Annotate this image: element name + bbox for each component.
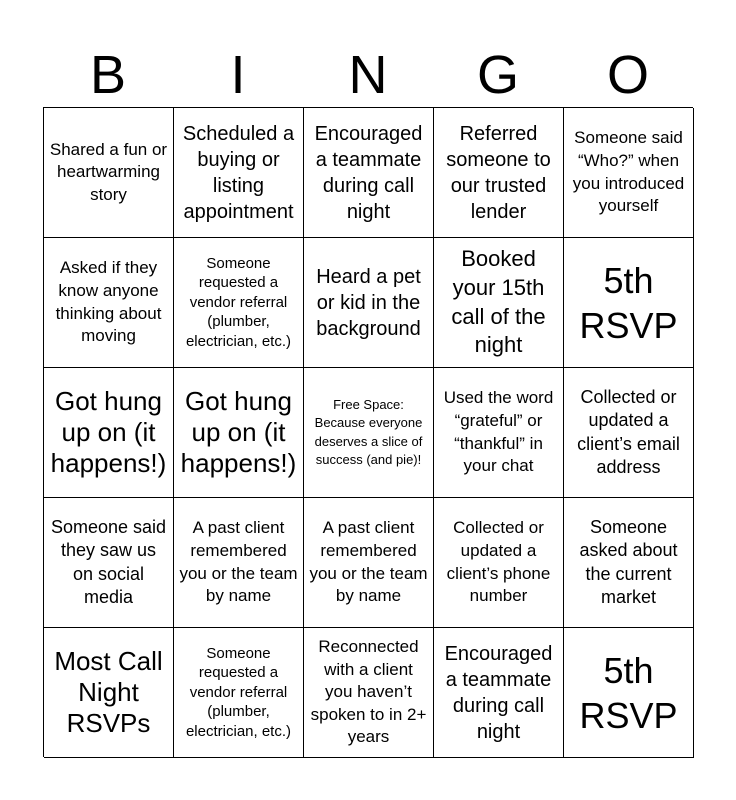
bingo-cell[interactable] <box>174 108 304 238</box>
cell-text: 5th RSVP <box>579 259 678 346</box>
free-space-cell[interactable] <box>304 368 434 498</box>
cell-text: Got hung up on (it happens!) <box>180 385 297 479</box>
bingo-board <box>43 107 693 757</box>
header-letter-g: G <box>476 45 519 105</box>
bingo-cell[interactable] <box>174 498 304 628</box>
header-letter-n: N <box>348 45 388 105</box>
bingo-cell[interactable] <box>304 108 434 238</box>
bingo-cell[interactable] <box>304 628 434 758</box>
bingo-cell[interactable] <box>304 238 434 368</box>
bingo-cell[interactable] <box>434 628 564 758</box>
cell-text: Encouraged a teammate during call night <box>314 122 423 223</box>
cell-text: Someone said they saw us on social media <box>50 516 167 607</box>
cell-text: Collected or updated a client’s phone number <box>446 518 551 606</box>
bingo-cell[interactable] <box>44 368 174 498</box>
bingo-cell[interactable] <box>434 368 564 498</box>
cell-text: Referred someone to our trusted lender <box>446 122 551 223</box>
bingo-cell[interactable] <box>174 238 304 368</box>
cell-text: Scheduled a buying or listing appointment <box>182 122 295 223</box>
bingo-cell[interactable] <box>44 498 174 628</box>
cell-text: A past client remembered you or the team by name <box>179 518 298 606</box>
bingo-header <box>43 42 693 108</box>
bingo-cell[interactable] <box>434 498 564 628</box>
cell-text: Someone asked about the current market <box>579 516 678 607</box>
cell-text: 5th RSVP <box>579 649 678 736</box>
cell-text: Got hung up on (it happens!) <box>50 385 167 479</box>
cell-text: Reconnected with a client you haven’t spoken to in 2+ years <box>310 636 427 747</box>
cell-text: Heard a pet or kid in the background <box>316 265 421 340</box>
cell-text: Someone said “Who?” when you introduced yourself <box>572 128 685 216</box>
cell-text: Free Space: Because everyone deserves a slice of success (and pie)! <box>314 397 423 467</box>
bingo-cell[interactable] <box>564 108 694 238</box>
bingo-cell[interactable] <box>434 238 564 368</box>
cell-text: Used the word “grateful” or “thankful” in your chat <box>443 388 554 476</box>
bingo-cell[interactable] <box>564 238 694 368</box>
bingo-cell[interactable] <box>44 108 174 238</box>
cell-text: Someone requested a vendor referral (plumber, electrician, etc.) <box>185 644 292 740</box>
bingo-cell[interactable] <box>434 108 564 238</box>
cell-text: A past client remembered you or the team by name <box>309 518 428 606</box>
cell-text: Collected or updated a client’s email address <box>577 386 680 477</box>
cell-text: Shared a fun or heartwarming story <box>49 139 168 204</box>
bingo-cell[interactable] <box>564 368 694 498</box>
bingo-cell[interactable] <box>564 628 694 758</box>
bingo-cell[interactable] <box>44 238 174 368</box>
bingo-cell[interactable] <box>44 628 174 758</box>
cell-text: Encouraged a teammate during call night <box>444 642 553 743</box>
cell-text: Booked your 15th call of the night <box>451 246 546 358</box>
header-letter-i: I <box>230 45 246 105</box>
bingo-cell[interactable] <box>174 368 304 498</box>
bingo-cell[interactable] <box>174 628 304 758</box>
header-letter-o: O <box>606 45 649 105</box>
header-letter-b: B <box>89 45 127 105</box>
cell-text: Most Call Night RSVPs <box>54 645 163 739</box>
cell-text: Asked if they know anyone thinking about moving <box>55 258 162 346</box>
bingo-cell[interactable] <box>304 498 434 628</box>
bingo-cell[interactable] <box>564 498 694 628</box>
cell-text: Someone requested a vendor referral (plumber, electrician, etc.) <box>185 254 292 350</box>
